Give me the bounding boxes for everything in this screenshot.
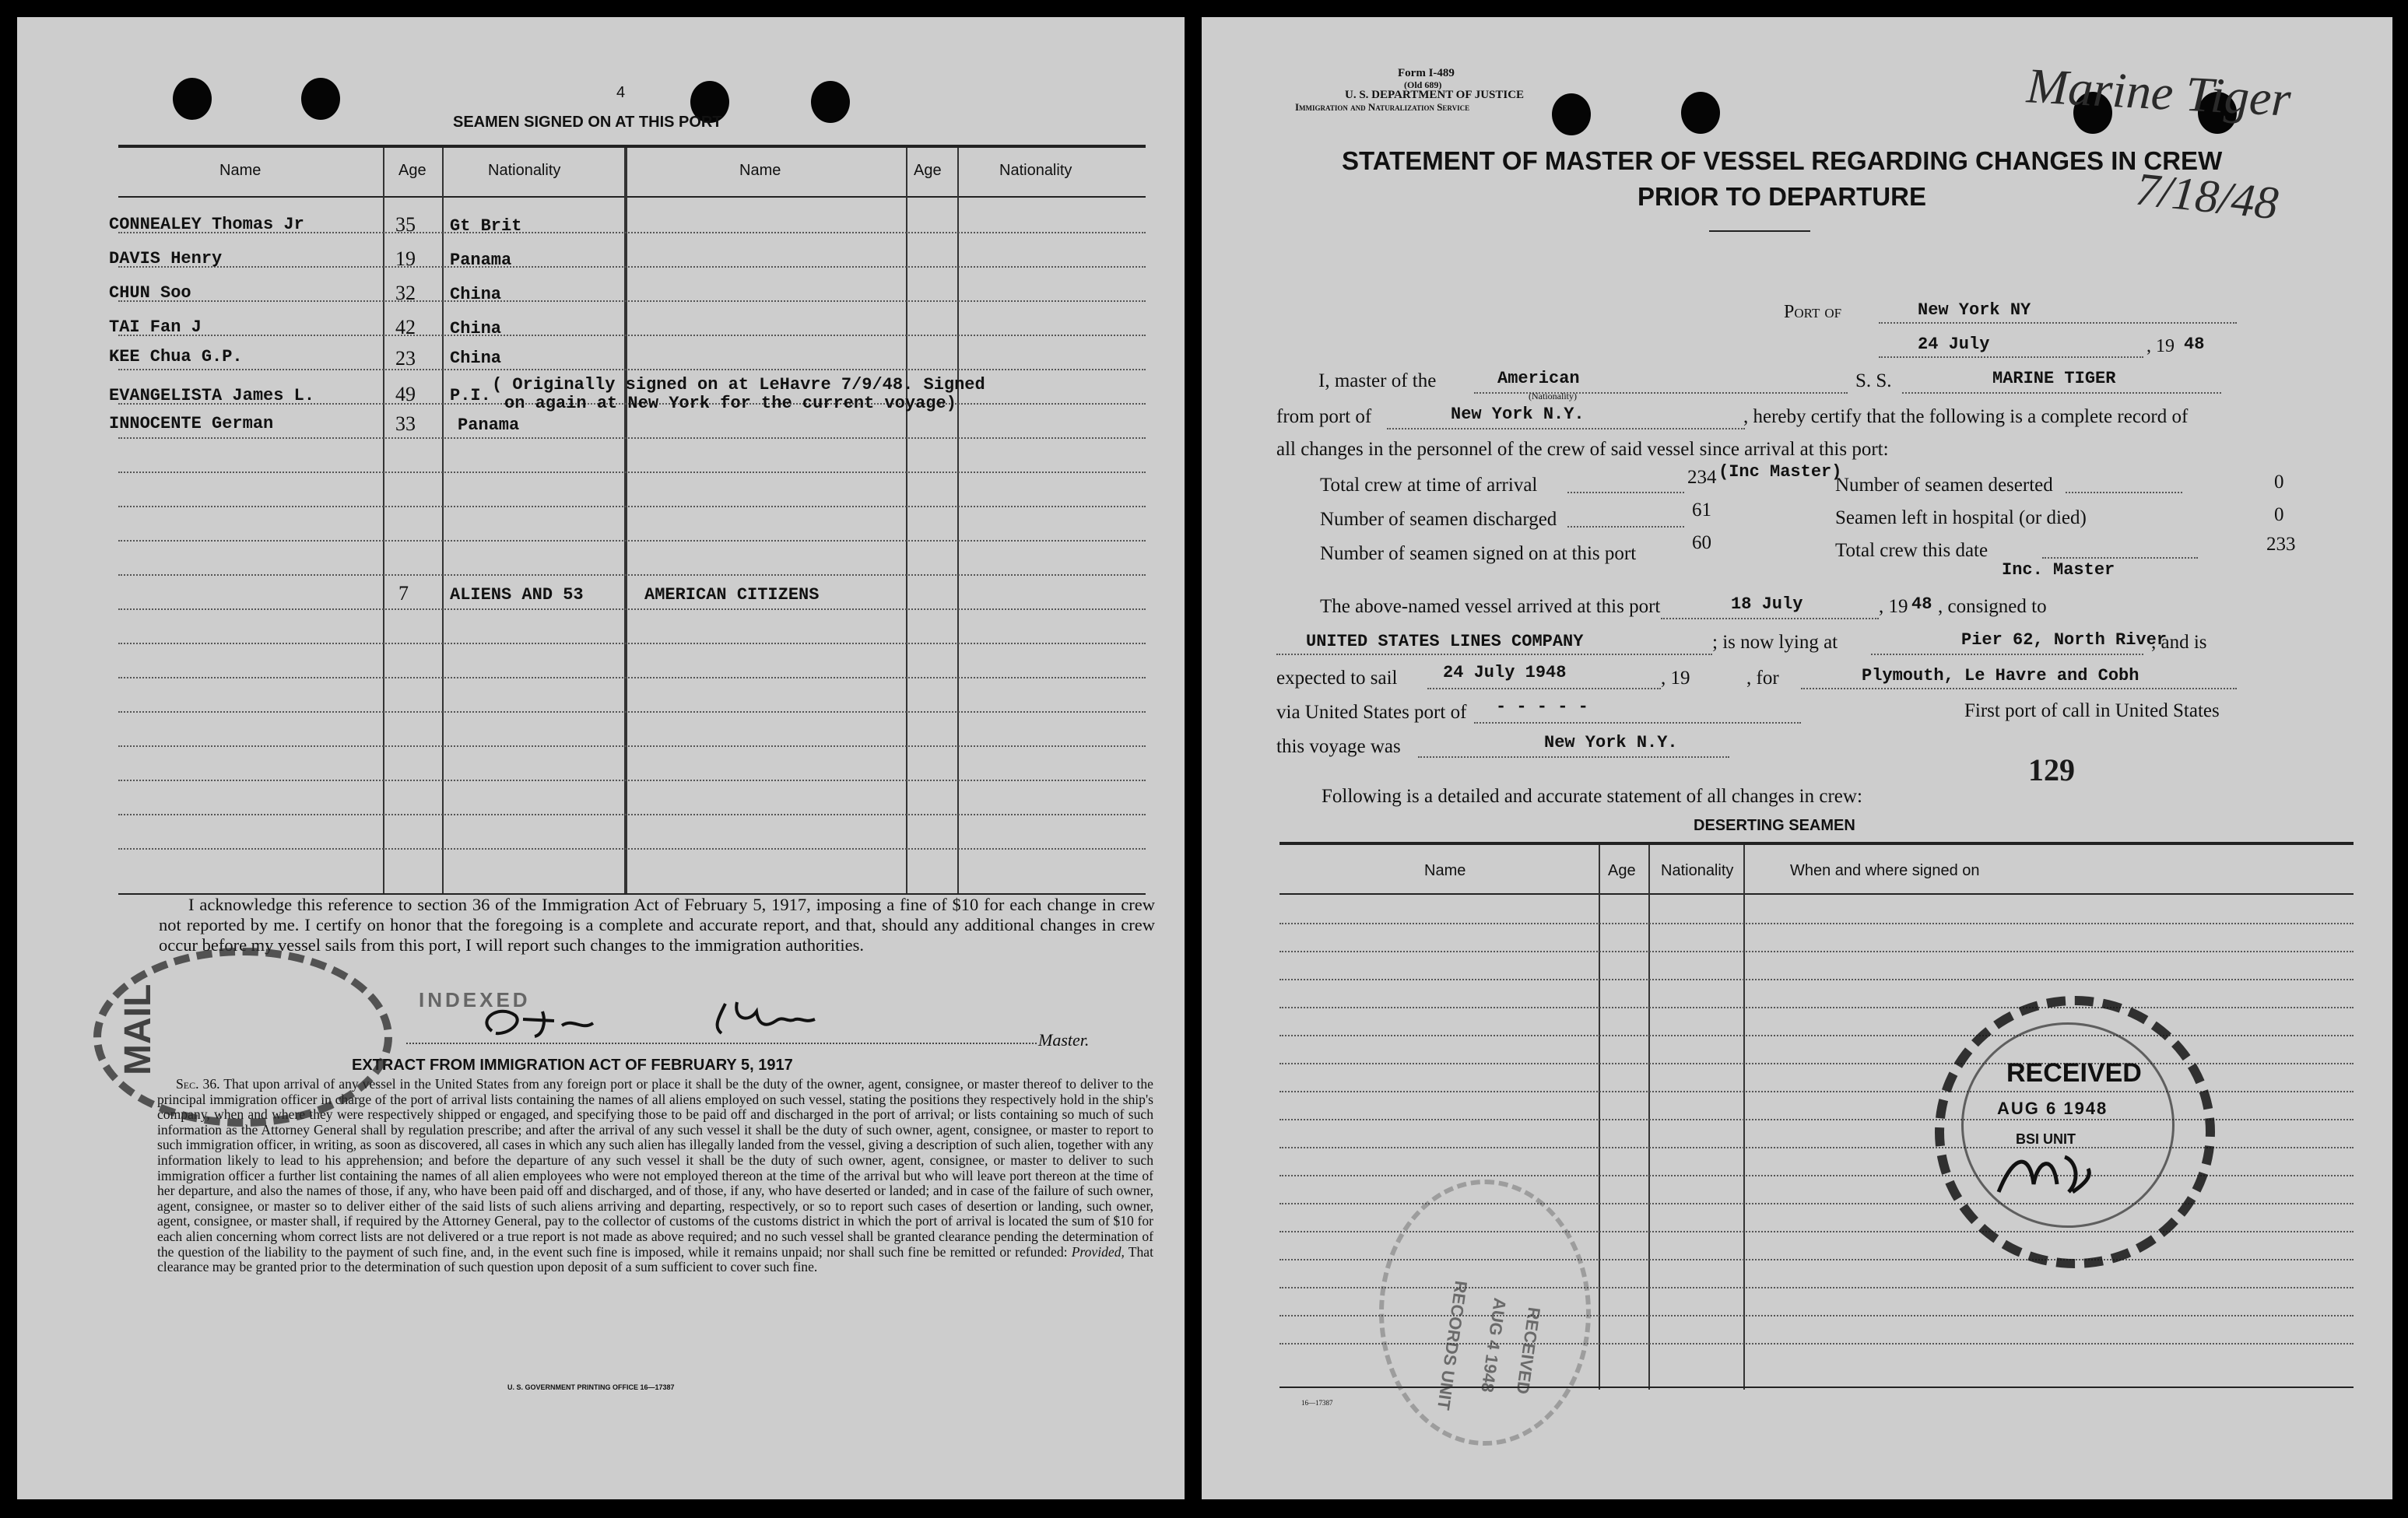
consignee-value: UNITED STATES LINES COMPANY bbox=[1306, 632, 1584, 651]
deserting-column-header: When and where signed on bbox=[1790, 862, 1980, 879]
handwritten-ship-name: Marine Tiger bbox=[2025, 58, 2293, 127]
column-header: Name bbox=[739, 162, 781, 179]
handwritten-number: 129 bbox=[2028, 752, 2075, 787]
seaman-nationality: Gt Brit bbox=[450, 216, 522, 236]
from-port-label: from port of bbox=[1276, 406, 1372, 427]
date-value: 24 July bbox=[1918, 335, 1990, 354]
form-footer: 16—17387 bbox=[1301, 1399, 1333, 1407]
right-page bbox=[1202, 17, 2392, 1499]
row-rule bbox=[1279, 923, 2354, 924]
seaman-age: 23 bbox=[395, 347, 416, 370]
ship-name: MARINE TIGER bbox=[1992, 369, 2116, 388]
summary-aliens: ALIENS AND 53 bbox=[450, 585, 584, 605]
column-divider bbox=[1743, 845, 1745, 1390]
lying-value: Pier 62, North River bbox=[1961, 630, 2168, 650]
row-rule bbox=[118, 266, 1146, 268]
field-line bbox=[1474, 722, 1801, 724]
received-initials bbox=[1991, 1138, 2100, 1208]
form-old-number: (Old 689) bbox=[1404, 79, 1442, 90]
seaman-age: 32 bbox=[395, 282, 416, 304]
deserting-column-header: Nationality bbox=[1661, 862, 1734, 879]
year-prefix: , 19 bbox=[2146, 336, 2175, 356]
page-number: 4 bbox=[616, 84, 626, 101]
deserting-column-header: Name bbox=[1424, 862, 1466, 879]
leader-dots bbox=[1567, 492, 1684, 493]
extract-title: EXTRACT FROM IMMIGRATION ACT OF FEBRUARY 5, 1917 bbox=[352, 1057, 793, 1074]
seaman-nationality: China bbox=[450, 285, 502, 304]
lying-label: ; is now lying at bbox=[1712, 632, 1838, 653]
signed-on-label: Number of seamen signed on at this port bbox=[1320, 543, 1637, 564]
and-is-label: , and is bbox=[2151, 632, 2207, 653]
deserting-column-header: Age bbox=[1608, 862, 1636, 879]
expected-label: expected to sail bbox=[1276, 668, 1398, 689]
seaman-nationality: China bbox=[450, 349, 502, 368]
inc-master-note: (Inc Master) bbox=[1718, 462, 1842, 482]
row-rule bbox=[118, 745, 1146, 747]
master-signature bbox=[469, 988, 827, 1050]
field-line bbox=[1871, 654, 2143, 655]
row-rule bbox=[1279, 1007, 2354, 1008]
port-of-label: Port of bbox=[1784, 302, 1842, 322]
extract-provided: Provided, bbox=[1071, 1243, 1125, 1260]
punch-hole bbox=[1681, 92, 1720, 134]
indexed-stamp: INDEXED bbox=[419, 988, 531, 1011]
field-line bbox=[1879, 322, 2237, 324]
consigned-label: , consigned to bbox=[1938, 596, 2047, 617]
seaman-nationality: China bbox=[450, 319, 502, 338]
arrived-label: The above-named vessel arrived at this port bbox=[1320, 596, 1661, 617]
master-of-label: I, master of the bbox=[1318, 370, 1437, 391]
seaman-name: TAI Fan J bbox=[109, 317, 202, 337]
expected-value: 24 July 1948 bbox=[1443, 663, 1567, 682]
summary-citizens: AMERICAN CITIZENS bbox=[644, 585, 820, 605]
hospital-label: Seamen left in hospital (or died) bbox=[1835, 507, 2087, 528]
form-title-line2: PRIOR TO DEPARTURE bbox=[1638, 182, 1926, 211]
mail-postmark-text: MAIL bbox=[118, 983, 159, 1075]
deserting-table-header-rule bbox=[1279, 893, 2354, 895]
nationality-caption: (Nationality) bbox=[1529, 391, 1577, 401]
extract-section-label: Sec. 36. bbox=[176, 1076, 220, 1092]
via-value: - - - - - bbox=[1496, 697, 1588, 717]
field-line bbox=[1418, 756, 1729, 758]
summary-count: 7 bbox=[398, 582, 409, 605]
nationality-value: American bbox=[1497, 369, 1580, 388]
row-rule bbox=[118, 472, 1146, 473]
seaman-age: 19 bbox=[395, 247, 416, 270]
acknowledgment-text: I acknowledge this reference to section 36 of the Immigration Act of February 5, 1917, imposing a fine of $10 for each change in crew not reported by me. I certify on honor that the foregoing is a complete and accurate report, and that, should any additional changes in crew occur before my vessel sails from this port, I will report such changes to the immigration authorities. bbox=[159, 895, 1155, 955]
column-header: Nationality bbox=[488, 162, 561, 179]
row-rule bbox=[118, 574, 1146, 576]
field-line bbox=[1661, 618, 1879, 619]
row-rule bbox=[1279, 951, 2354, 952]
row-rule bbox=[118, 711, 1146, 713]
field-line bbox=[1427, 688, 1661, 689]
seaman-name: KEE Chua G.P. bbox=[109, 347, 243, 366]
discharged-label: Number of seamen discharged bbox=[1320, 509, 1557, 530]
received-stamp-date: AUG 6 1948 bbox=[1997, 1099, 2108, 1118]
page-title: SEAMEN SIGNED ON AT THIS PORT bbox=[453, 114, 722, 131]
field-line bbox=[1387, 428, 1745, 429]
deserted-value: 0 bbox=[2274, 472, 2284, 493]
column-header: Name bbox=[219, 162, 262, 179]
received-stamp-unit: BSI UNIT bbox=[2016, 1131, 2076, 1147]
form-title-line1: STATEMENT OF MASTER OF VESSEL REGARDING CHANGES IN CREW bbox=[1342, 146, 2223, 175]
signature-line bbox=[406, 1043, 1037, 1044]
destination-value: Plymouth, Le Havre and Cobh bbox=[1862, 666, 2139, 685]
title-rule bbox=[1709, 230, 1810, 232]
form-number: Form I-489 bbox=[1398, 67, 1455, 79]
punch-hole bbox=[1552, 93, 1591, 135]
extract-body: That upon arrival of any vessel in the United States from any foreign port or place it shall be the duty of the owner, agent, consignee, or master thereof to deliver to the principal immigration officer in charge of the port of arrival lists containing the names of all aliens employed on such vessel, stating the positions they respectively hold in the ship's company, when and where they were respectively shipped or engaged, and specifying those to be paid off and discharged in the port of arrival; or lists containing so much of such information as the Attorney General shall by regulation prescribe; and after the arrival of any such vessel it shall be the duty of such owner, agent, consignee, or master to report to such immigration officer, in writing, as soon as discovered, all cases in which any such alien has illegally landed from the vessel, giving a description of such alien, together with any information likely to lead to his apprehension; and before the departure of any such vessel it shall be the duty of such owner, agent, consignee, or master to deliver to such immigration officer a further list containing the names of all alien employees who were not employed thereon at the time of the arrival but who will leave port thereon at the time of her departure, and also the names of those, if any, who have been paid off and discharged, and of those, if any, who have deserted or landed; and in case of the failure of such owner, agent, consignee, or master so to deliver either of the said lists of such aliens arriving and departing, respectively, or so to report such cases of desertion or landing, such owner, agent, consignee, or master shall, if required by the Attorney General, pay to the collector of customs of the customs district in which the port of arrival is located the sum of $10 for each alien concerning whom correct lists are not delivered or a true report is not made as above required; and no such vessel shall be granted clearance pending the determination of the question of the liability to the payment of such fine, and, in the event such fine is imposed, while it remains unpaid; nor shall such fine be remitted or refunded: bbox=[157, 1076, 1153, 1260]
seaman-age: 33 bbox=[395, 412, 416, 435]
leader-dots bbox=[2042, 557, 2198, 559]
total-crew-arrival-value: 234 bbox=[1687, 467, 1717, 488]
seaman-name: CHUN Soo bbox=[109, 283, 191, 303]
via-label: via United States port of bbox=[1276, 702, 1467, 723]
received-stamp-text: RECEIVED bbox=[2006, 1058, 2142, 1088]
signed-on-value: 60 bbox=[1692, 532, 1711, 553]
seaman-nationality: Panama bbox=[458, 415, 520, 435]
deserted-label: Number of seamen deserted bbox=[1835, 475, 2053, 496]
handwritten-date: 7/18/48 bbox=[2133, 163, 2281, 230]
leader-dots bbox=[2066, 492, 2182, 493]
row-rule bbox=[118, 608, 1146, 610]
seaman-nationality: Panama bbox=[450, 251, 512, 270]
total-crew-arrival-label: Total crew at time of arrival bbox=[1320, 475, 1538, 496]
punch-hole bbox=[811, 81, 850, 123]
table-top-rule bbox=[118, 145, 1146, 148]
row-rule bbox=[118, 814, 1146, 815]
seaman-age: 42 bbox=[395, 316, 416, 338]
row-rule bbox=[118, 848, 1146, 850]
deserting-title: DESERTING SEAMEN bbox=[1694, 817, 1855, 834]
printing-office: U. S. GOVERNMENT PRINTING OFFICE 16—17387 bbox=[507, 1383, 675, 1391]
this-voyage-value: New York N.Y. bbox=[1544, 733, 1678, 752]
column-header: Nationality bbox=[999, 162, 1072, 179]
deserting-table-top-rule bbox=[1279, 842, 2354, 845]
arrived-year-prefix: , 19 bbox=[1879, 596, 1908, 617]
inc-master-note2: Inc. Master bbox=[2002, 560, 2115, 580]
department: U. S. DEPARTMENT OF JUSTICE bbox=[1345, 89, 1525, 101]
ss-label: S. S. bbox=[1855, 370, 1892, 391]
service: Immigration and Naturalization Service bbox=[1295, 101, 1470, 113]
records-stamp-text: RECORDS UNIT bbox=[1433, 1279, 1471, 1411]
seaman-name: INNOCENTE German bbox=[109, 414, 274, 433]
punch-hole bbox=[301, 78, 340, 120]
seaman-age: 49 bbox=[395, 383, 416, 405]
field-line bbox=[1879, 356, 2143, 358]
total-today-label: Total crew this date bbox=[1835, 540, 1989, 561]
row-rule bbox=[118, 437, 1146, 439]
column-divider bbox=[383, 148, 384, 895]
row-rule bbox=[118, 335, 1146, 336]
column-divider bbox=[1599, 845, 1600, 1390]
seaman-age: 35 bbox=[395, 213, 416, 236]
this-voyage-label: this voyage was bbox=[1276, 736, 1401, 757]
row-rule bbox=[1279, 1035, 2354, 1036]
field-line bbox=[1902, 392, 2221, 394]
records-stamp bbox=[1379, 1180, 1591, 1446]
total-today-value: 233 bbox=[2266, 534, 2296, 555]
row-rule bbox=[1279, 979, 2354, 980]
nineteen-label: , 19 bbox=[1661, 668, 1690, 689]
row-rule bbox=[118, 369, 1146, 370]
arrived-year: 48 bbox=[1911, 594, 1932, 614]
hospital-value: 0 bbox=[2274, 504, 2284, 525]
punch-hole bbox=[173, 78, 212, 120]
port-of-value: New York NY bbox=[1918, 300, 2031, 320]
from-port-value: New York N.Y. bbox=[1451, 405, 1585, 424]
column-divider bbox=[624, 148, 627, 895]
all-changes-text: all changes in the personnel of the crew of said vessel since arrival at this port: bbox=[1276, 439, 1889, 460]
first-port-label: First port of call in United States bbox=[1964, 700, 2220, 721]
left-page bbox=[17, 17, 1185, 1499]
row-rule bbox=[118, 643, 1146, 644]
seaman-name: CONNEALEY Thomas Jr bbox=[109, 215, 304, 234]
column-divider bbox=[442, 148, 444, 895]
records-stamp-received: RECEIVED bbox=[1512, 1306, 1544, 1396]
column-divider bbox=[957, 148, 959, 895]
column-header: Age bbox=[914, 162, 942, 179]
seaman-name: DAVIS Henry bbox=[109, 249, 223, 268]
row-rule bbox=[118, 506, 1146, 507]
row-rule bbox=[118, 780, 1146, 781]
arrived-value: 18 July bbox=[1731, 594, 1803, 614]
master-label: Master. bbox=[1038, 1030, 1090, 1050]
row-rule bbox=[118, 540, 1146, 542]
field-line bbox=[1276, 654, 1712, 655]
seaman-nationality: P.I. bbox=[450, 386, 491, 405]
following-text: Following is a detailed and accurate statement of all changes in crew: bbox=[1322, 786, 1862, 807]
year-value: 48 bbox=[2184, 335, 2205, 354]
certify-text: , hereby certify that the following is a complete record of bbox=[1743, 406, 2189, 427]
field-line bbox=[1801, 688, 2237, 689]
row-rule bbox=[118, 300, 1146, 302]
column-header: Age bbox=[398, 162, 426, 179]
records-stamp-date: AUG 4 1948 bbox=[1477, 1296, 1510, 1394]
seaman-note: on again at New York for the current voyage) bbox=[504, 394, 957, 413]
row-rule bbox=[118, 677, 1146, 678]
seaman-name: EVANGELISTA James L. bbox=[109, 386, 315, 405]
discharged-value: 61 bbox=[1692, 500, 1711, 521]
for-label: , for bbox=[1746, 668, 1779, 689]
leader-dots bbox=[1567, 526, 1684, 528]
extract-tail: That clearance may be granted prior to the determination of such question upon deposit of a sum sufficient to cover such fine. bbox=[157, 1243, 1153, 1275]
seaman-note: ( Originally signed on at LeHavre 7/9/48. Signed bbox=[492, 375, 985, 394]
table-header-rule bbox=[118, 196, 1146, 198]
column-divider bbox=[1648, 845, 1650, 1390]
column-divider bbox=[906, 148, 907, 895]
